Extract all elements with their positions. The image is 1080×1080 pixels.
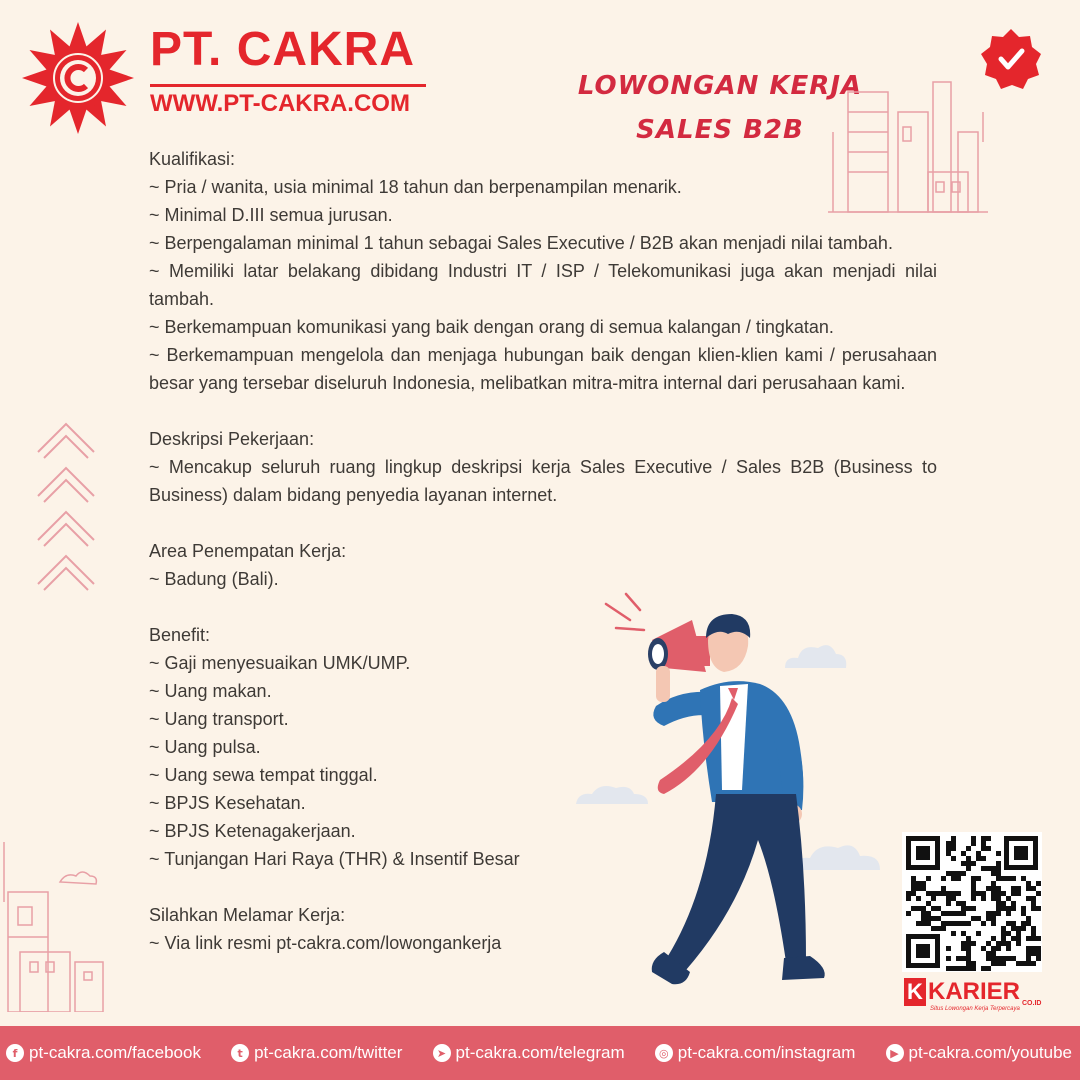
company-name: PT. CAKRA xyxy=(150,23,416,76)
benefits-heading: Benefit: xyxy=(149,625,211,645)
telegram-link-label: pt-cakra.com/telegram xyxy=(455,1043,625,1062)
benefit-item: ~ Tunjangan Hari Raya (THR) & Insentif Besar xyxy=(149,849,520,869)
facebook-link[interactable] xyxy=(6,1043,201,1063)
benefit-item: ~ BPJS Ketenagakerjaan. xyxy=(149,821,356,841)
company-logo xyxy=(20,20,440,140)
cakra-emblem-icon xyxy=(20,20,136,136)
qualification-item: ~ Pria / wanita, usia minimal 18 tahun dan berpenampilan menarik. xyxy=(149,177,682,197)
twitter-icon: t xyxy=(231,1044,249,1062)
karier-wordmark: KARIER xyxy=(928,978,1021,1005)
job-description-heading: Deskripsi Pekerjaan: xyxy=(149,429,315,449)
youtube-link[interactable] xyxy=(886,1043,1072,1063)
karier-logo xyxy=(900,974,1046,1018)
instagram-link[interactable] xyxy=(655,1043,856,1063)
telegram-link[interactable] xyxy=(433,1043,625,1063)
benefit-item: ~ Uang pulsa. xyxy=(149,737,261,757)
facebook-icon: f xyxy=(6,1044,24,1062)
telegram-icon: ➤ xyxy=(433,1044,451,1062)
benefit-item: ~ Gaji menyesuaikan UMK/UMP. xyxy=(149,653,411,673)
benefit-item: ~ BPJS Kesehatan. xyxy=(149,793,306,813)
apply-heading: Silahkan Melamar Kerja: xyxy=(149,905,346,925)
karier-tagline: Situs Lowongan Kerja Terpercaya xyxy=(930,1006,1020,1012)
social-footer xyxy=(0,1026,1080,1080)
benefit-item: ~ Uang makan. xyxy=(149,681,272,701)
job-description-item: ~ Mencakup seluruh ruang lingkup deskripsi kerja Sales Executive / Sales B2B (Business to Business) dalam bidang penyedia layanan internet. xyxy=(149,457,937,505)
youtube-icon: ▶ xyxy=(886,1044,904,1062)
qualification-item: ~ Berkemampuan komunikasi yang baik dengan orang di semua kalangan / tingkatan. xyxy=(149,317,834,337)
apply-link[interactable]: ~ Via link resmi pt-cakra.com/lowongankerja xyxy=(149,933,502,953)
karier-k-mark: K xyxy=(904,978,926,1006)
placement-item: ~ Badung (Bali). xyxy=(149,569,279,589)
businessman-megaphone-illustration xyxy=(560,580,890,1020)
placement-heading: Area Penempatan Kerja: xyxy=(149,541,347,561)
twitter-link[interactable] xyxy=(231,1043,402,1063)
benefit-item: ~ Uang sewa tempat tinggal. xyxy=(149,765,378,785)
instagram-icon: ◎ xyxy=(655,1044,673,1062)
qualification-item: ~ Berkemampuan mengelola dan menjaga hubungan baik dengan klien-klien kami / perusahaan besar yang tersebar diseluruh Indonesia, melibatkan mitra-mitra internal dari perusahaan kami. xyxy=(149,345,937,393)
qualification-item: ~ Minimal D.III semua jurusan. xyxy=(149,205,393,225)
facebook-link-label: pt-cakra.com/facebook xyxy=(29,1043,201,1062)
logo-divider xyxy=(150,84,426,87)
qualification-item: ~ Memiliki latar belakang dibidang Industri IT / ISP / Telekomunikasi juga akan menjadi nilai tambah. xyxy=(149,261,937,309)
qualifications-heading: Kualifikasi: xyxy=(149,149,236,169)
job-title-line1: LOWONGAN KERJA xyxy=(577,71,863,101)
instagram-link-label: pt-cakra.com/instagram xyxy=(677,1043,856,1062)
chevron-up-decor-icon xyxy=(36,418,100,598)
youtube-link-label: pt-cakra.com/youtube xyxy=(908,1043,1072,1062)
job-title-line2: SALES B2B xyxy=(636,115,804,145)
twitter-link-label: pt-cakra.com/twitter xyxy=(254,1043,403,1062)
karier-suffix: CO.ID xyxy=(1022,1000,1042,1007)
company-website: WWW.PT-CAKRA.COM xyxy=(150,90,410,117)
qualification-item: ~ Berpengalaman minimal 1 tahun sebagai Sales Executive / B2B akan menjadi nilai tambah. xyxy=(149,233,893,253)
benefit-item: ~ Uang transport. xyxy=(149,709,289,729)
buildings-illustration-bottom xyxy=(0,842,110,1012)
qr-code[interactable] xyxy=(902,832,1042,972)
